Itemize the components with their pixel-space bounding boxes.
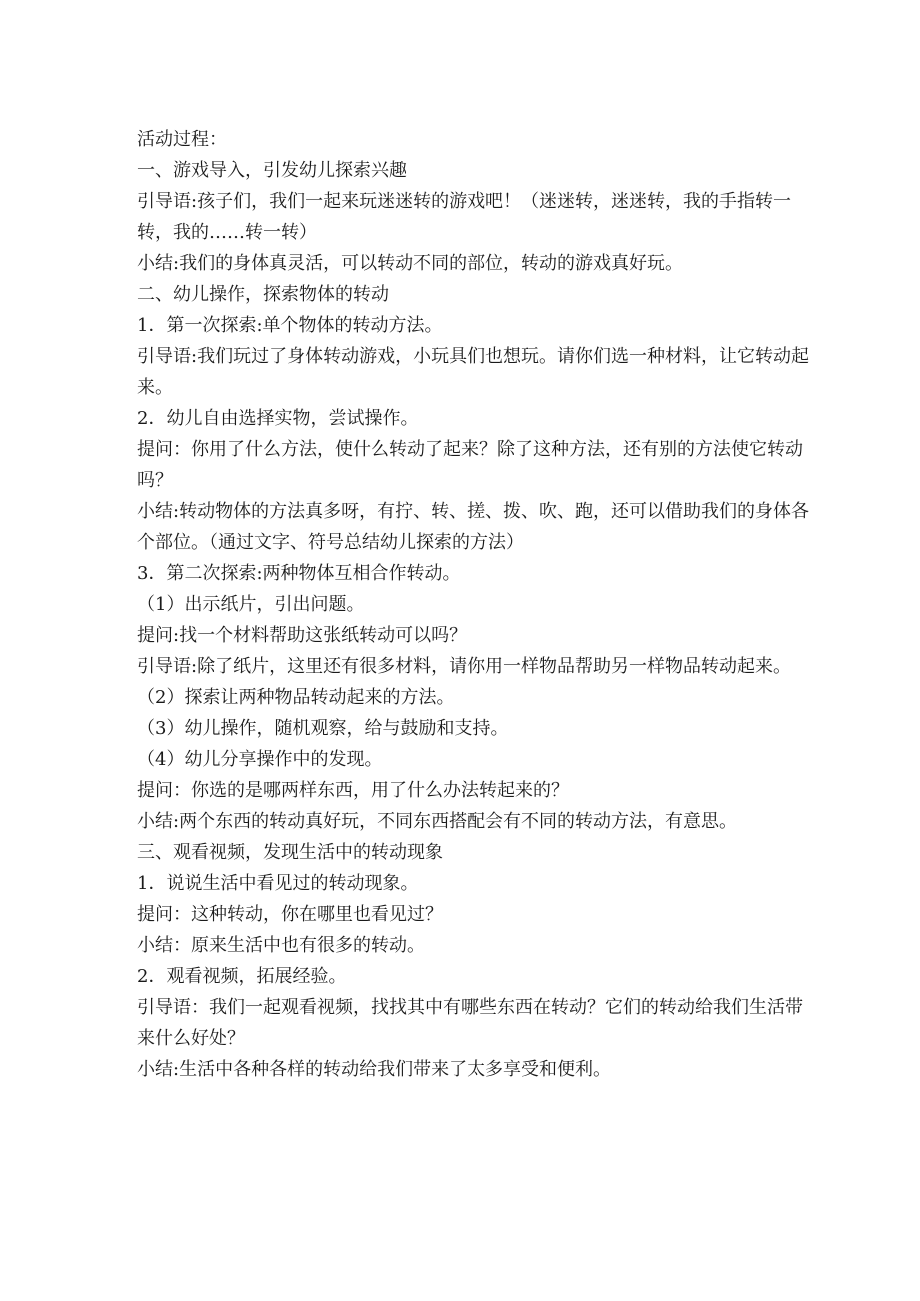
numbered-item: 1．说说生活中看见过的转动现象。: [137, 873, 419, 894]
heading-section-3: 三、观看视频，发现生活中的转动现象: [137, 842, 443, 863]
paragraph: 小结：原来生活中也有很多的转动。: [137, 935, 425, 956]
numbered-item: 3．第二次探索:两种物体互相合作转动。: [137, 563, 461, 584]
heading-section-2: 二、幼儿操作，探索物体的转动: [137, 284, 389, 305]
paragraph: 提问：你用了什么方法，使什么转动了起来？除了这种方法，还有别的方法使它转动吗？: [137, 439, 803, 491]
paragraph: 引导语:我们玩过了身体转动游戏，小玩具们也想玩。请你们选一种材料，让它转动起来。: [137, 346, 810, 398]
paragraph: 提问：这种转动，你在哪里也看见过？: [137, 904, 443, 925]
sub-item: （3）幼儿操作，随机观察，给与鼓励和支持。: [137, 718, 509, 739]
paragraph: 小结:转动物体的方法真多呀，有拧、转、搓、拨、吹、跑，还可以借助我们的身体各个部位。（通过文字、符号总结幼儿探索的方法）: [137, 501, 810, 553]
sub-item: （4）幼儿分享操作中的发现。: [137, 749, 383, 770]
numbered-item: 1．第一次探索:单个物体的转动方法。: [137, 315, 443, 336]
paragraph: 小结:两个东西的转动真好玩，不同东西搭配会有不同的转动方法，有意思。: [137, 811, 738, 832]
paragraph: 引导语:除了纸片，这里还有很多材料，请你用一样物品帮助另一样物品转动起来。: [137, 656, 792, 677]
document-body: [137, 124, 817, 1085]
paragraph: 提问：你选的是哪两样东西，用了什么办法转起来的？: [137, 780, 569, 801]
sub-item: （2）探索让两种物品转动起来的方法。: [137, 687, 455, 708]
paragraph: 小结:生活中各种各样的转动给我们带来了太多享受和便利。: [137, 1059, 612, 1080]
numbered-item: 2．幼儿自由选择实物，尝试操作。: [137, 408, 419, 429]
sub-item: （1）出示纸片，引出问题。: [137, 594, 365, 615]
heading-section-1: 一、游戏导入，引发幼儿探索兴趣: [137, 160, 407, 181]
paragraph: 小结:我们的身体真灵活，可以转动不同的部位，转动的游戏真好玩。: [137, 253, 684, 274]
paragraph: 引导语:孩子们，我们一起来玩迷迷转的游戏吧！（迷迷转，迷迷转，我的手指转一转，我的……转一转）: [137, 191, 792, 243]
paragraph: 引导语：我们一起观看视频，找找其中有哪些东西在转动？它们的转动给我们生活带来什么好处？: [137, 997, 803, 1049]
paragraph: 提问:找一个材料帮助这张纸转动可以吗？: [137, 625, 468, 646]
numbered-item: 2．观看视频，拓展经验。: [137, 966, 347, 987]
section-label: 活动过程：: [137, 129, 227, 150]
